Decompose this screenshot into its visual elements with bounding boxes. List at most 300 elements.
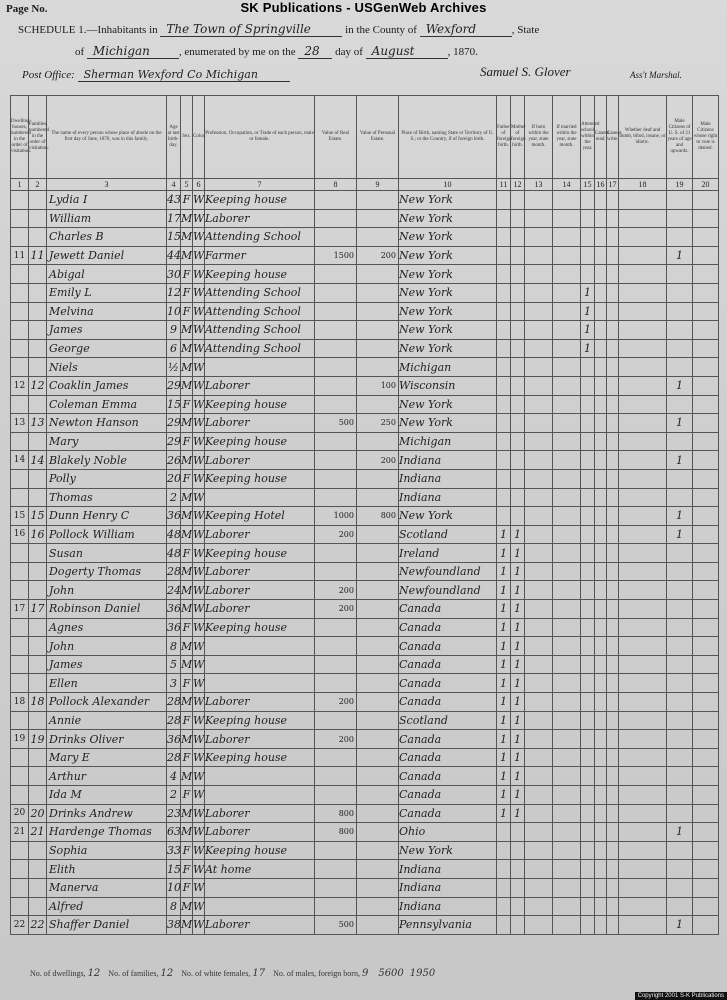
disability <box>619 730 667 749</box>
cannot-read <box>595 358 607 377</box>
cannot-write <box>607 860 619 879</box>
married-month <box>553 581 581 600</box>
mother-foreign <box>511 878 525 897</box>
dwelling-number: 11 <box>11 246 29 265</box>
disability <box>619 860 667 879</box>
born-month <box>525 767 553 786</box>
column-header: Value of Personal Estate. <box>357 96 399 179</box>
family-number <box>29 878 47 897</box>
real-estate-value <box>315 618 357 637</box>
color: W <box>193 618 205 637</box>
dwelling-number <box>11 209 29 228</box>
table-row <box>11 823 719 842</box>
cannot-write <box>607 711 619 730</box>
dwelling-number <box>11 358 29 377</box>
birthplace: New York <box>399 841 497 860</box>
married-month <box>553 339 581 358</box>
birthplace: New York <box>399 321 497 340</box>
born-month <box>525 823 553 842</box>
born-month <box>525 339 553 358</box>
occupation: Laborer <box>205 376 315 395</box>
married-month <box>553 600 581 619</box>
personal-estate-value: 100 <box>357 376 399 395</box>
disability <box>619 693 667 712</box>
father-foreign: 1 <box>497 618 511 637</box>
father-foreign <box>497 283 511 302</box>
real-estate-value <box>315 488 357 507</box>
married-month <box>553 804 581 823</box>
attended-school <box>581 507 595 526</box>
real-estate-value <box>315 321 357 340</box>
attended-school: 1 <box>581 283 595 302</box>
age: 8 <box>167 637 181 656</box>
family-number <box>29 897 47 916</box>
column-number: 19 <box>667 179 693 191</box>
personal-estate-value <box>357 730 399 749</box>
real-estate-value <box>315 860 357 879</box>
color: W <box>193 451 205 470</box>
occupation: Laborer <box>205 525 315 544</box>
cannot-write <box>607 730 619 749</box>
age: 36 <box>167 600 181 619</box>
male-citizen <box>667 358 693 377</box>
male-citizen <box>667 191 693 210</box>
father-foreign: 1 <box>497 674 511 693</box>
father-foreign <box>497 191 511 210</box>
attended-school <box>581 395 595 414</box>
married-month <box>553 376 581 395</box>
cannot-write <box>607 339 619 358</box>
birthplace: New York <box>399 395 497 414</box>
mother-foreign: 1 <box>511 786 525 805</box>
sex: M <box>181 804 193 823</box>
table-row <box>11 488 719 507</box>
father-foreign <box>497 451 511 470</box>
state-label: , State <box>511 24 540 36</box>
personal-estate-value <box>357 283 399 302</box>
father-foreign: 1 <box>497 748 511 767</box>
birthplace: New York <box>399 228 497 247</box>
vote-denied <box>693 302 719 321</box>
real-estate-value: 800 <box>315 804 357 823</box>
sex: M <box>181 897 193 916</box>
disability <box>619 321 667 340</box>
disability <box>619 395 667 414</box>
born-month <box>525 488 553 507</box>
column-number: 15 <box>581 179 595 191</box>
disability <box>619 897 667 916</box>
born-month <box>525 507 553 526</box>
real-estate-value <box>315 395 357 414</box>
real-estate-value <box>315 748 357 767</box>
married-month <box>553 786 581 805</box>
born-month <box>525 469 553 488</box>
color: W <box>193 339 205 358</box>
personal-estate-value <box>357 321 399 340</box>
real-estate-value <box>315 302 357 321</box>
mother-foreign <box>511 488 525 507</box>
disability <box>619 469 667 488</box>
attended-school <box>581 655 595 674</box>
color: W <box>193 674 205 693</box>
dwelling-number <box>11 897 29 916</box>
attended-school <box>581 786 595 805</box>
personal-estate-value <box>357 637 399 656</box>
cannot-write <box>607 823 619 842</box>
color: W <box>193 581 205 600</box>
birthplace: Canada <box>399 674 497 693</box>
born-month <box>525 693 553 712</box>
cannot-read <box>595 562 607 581</box>
cannot-read <box>595 674 607 693</box>
dwellings-value: 12 <box>87 968 101 979</box>
personal-estate-value <box>357 544 399 563</box>
male-citizen <box>667 488 693 507</box>
dwelling-number <box>11 544 29 563</box>
dwelling-number <box>11 191 29 210</box>
cannot-read <box>595 581 607 600</box>
cannot-read <box>595 488 607 507</box>
disability <box>619 488 667 507</box>
column-number: 14 <box>553 179 581 191</box>
birthplace: New York <box>399 246 497 265</box>
occupation <box>205 637 315 656</box>
vote-denied <box>693 600 719 619</box>
dwelling-number <box>11 860 29 879</box>
born-month <box>525 395 553 414</box>
male-citizen <box>667 897 693 916</box>
sex: F <box>181 469 193 488</box>
real-estate-value <box>315 711 357 730</box>
cannot-read <box>595 525 607 544</box>
born-month <box>525 265 553 284</box>
occupation: Attending School <box>205 321 315 340</box>
personal-estate-value: 200 <box>357 246 399 265</box>
cannot-write <box>607 414 619 433</box>
occupation: Attending School <box>205 228 315 247</box>
column-number: 7 <box>205 179 315 191</box>
disability <box>619 600 667 619</box>
father-foreign: 1 <box>497 804 511 823</box>
male-citizen <box>667 302 693 321</box>
married-month <box>553 209 581 228</box>
disability <box>619 209 667 228</box>
birthplace: Canada <box>399 730 497 749</box>
table-row <box>11 841 719 860</box>
sex: M <box>181 823 193 842</box>
age: 2 <box>167 488 181 507</box>
personal-estate-value <box>357 767 399 786</box>
male-citizen <box>667 786 693 805</box>
born-month <box>525 246 553 265</box>
father-foreign: 1 <box>497 730 511 749</box>
dwelling-number <box>11 841 29 860</box>
color: W <box>193 655 205 674</box>
column-number: 17 <box>608 180 617 189</box>
page-number-label: Page No. <box>6 3 48 15</box>
column-header: Age at last birth-day. <box>167 96 181 179</box>
cannot-write <box>607 804 619 823</box>
personal-estate-value <box>357 674 399 693</box>
mother-foreign: 1 <box>511 730 525 749</box>
mother-foreign: 1 <box>511 600 525 619</box>
age: 23 <box>167 804 181 823</box>
column-number: 18 <box>619 179 667 191</box>
disability <box>619 637 667 656</box>
male-citizen: 1 <box>667 525 693 544</box>
state-value: Michigan <box>87 44 179 59</box>
father-foreign <box>497 841 511 860</box>
personal-estate-value <box>357 395 399 414</box>
sex: M <box>181 451 193 470</box>
real-estate-value <box>315 376 357 395</box>
person-name: Emily L <box>47 283 167 302</box>
male-citizen <box>667 841 693 860</box>
born-month <box>525 562 553 581</box>
occupation: Keeping Hotel <box>205 507 315 526</box>
cannot-read <box>595 860 607 879</box>
cannot-read <box>595 693 607 712</box>
attended-school <box>581 878 595 897</box>
father-foreign <box>497 860 511 879</box>
birthplace: Canada <box>399 748 497 767</box>
table-row <box>11 581 719 600</box>
birthplace: Canada <box>399 804 497 823</box>
sex: F <box>181 841 193 860</box>
attended-school <box>581 265 595 284</box>
mother-foreign <box>511 358 525 377</box>
born-month <box>525 451 553 470</box>
real-estate-value <box>315 841 357 860</box>
vote-denied <box>693 525 719 544</box>
color: W <box>193 693 205 712</box>
table-row <box>11 358 719 377</box>
family-number <box>29 209 47 228</box>
father-foreign <box>497 246 511 265</box>
vote-denied <box>693 321 719 340</box>
attended-school <box>581 451 595 470</box>
married-month <box>553 451 581 470</box>
table-row <box>11 674 719 693</box>
male-citizen <box>667 767 693 786</box>
birthplace: Canada <box>399 655 497 674</box>
mother-foreign <box>511 191 525 210</box>
family-number <box>29 860 47 879</box>
family-number <box>29 711 47 730</box>
mother-foreign <box>511 321 525 340</box>
families-label: No. of families, <box>108 969 159 978</box>
mother-foreign: 1 <box>511 804 525 823</box>
age: 20 <box>167 469 181 488</box>
column-header: Cannot read. <box>595 96 607 179</box>
cannot-write <box>607 358 619 377</box>
sex: F <box>181 544 193 563</box>
family-number <box>29 339 47 358</box>
family-number: 16 <box>29 525 47 544</box>
born-month <box>525 191 553 210</box>
column-header: Father of foreign birth. <box>497 96 511 179</box>
mother-foreign <box>511 823 525 842</box>
occupation: Laborer <box>205 600 315 619</box>
birthplace: New York <box>399 339 497 358</box>
dwelling-number <box>11 878 29 897</box>
column-header: If born within the year, state month. <box>525 96 553 179</box>
family-number <box>29 395 47 414</box>
color: W <box>193 767 205 786</box>
vote-denied <box>693 730 719 749</box>
occupation: Laborer <box>205 209 315 228</box>
married-month <box>553 711 581 730</box>
sex: M <box>181 246 193 265</box>
color: W <box>193 228 205 247</box>
birthplace: Ireland <box>399 544 497 563</box>
male-citizen: 1 <box>667 414 693 433</box>
real-estate-value <box>315 544 357 563</box>
table-row <box>11 209 719 228</box>
cannot-read <box>595 600 607 619</box>
family-number <box>29 767 47 786</box>
occupation: Laborer <box>205 916 315 935</box>
cannot-write <box>607 302 619 321</box>
family-number: 12 <box>29 376 47 395</box>
cannot-read <box>595 544 607 563</box>
birthplace: Newfoundland <box>399 581 497 600</box>
married-month <box>553 748 581 767</box>
birthplace: Newfoundland <box>399 562 497 581</box>
vote-denied <box>693 562 719 581</box>
cannot-read <box>595 339 607 358</box>
real-estate-value <box>315 283 357 302</box>
person-name: Coleman Emma <box>47 395 167 414</box>
column-header: Male Citizens of U. S. of 21 years of age and upwards. <box>667 96 693 179</box>
mother-foreign <box>511 283 525 302</box>
copyright-notice: Copyright 2001 S-K Publications <box>635 992 727 1000</box>
personal-estate-value <box>357 878 399 897</box>
born-month <box>525 748 553 767</box>
male-citizen: 1 <box>667 507 693 526</box>
vote-denied <box>693 748 719 767</box>
family-number: 15 <box>29 507 47 526</box>
age: 5 <box>167 655 181 674</box>
male-citizen <box>667 544 693 563</box>
cannot-write <box>607 916 619 935</box>
vote-denied <box>693 376 719 395</box>
birthplace: New York <box>399 265 497 284</box>
dwelling-number <box>11 339 29 358</box>
person-name: Hardenge Thomas <box>47 823 167 842</box>
cannot-write <box>607 432 619 451</box>
occupation: Laborer <box>205 693 315 712</box>
cannot-read <box>595 376 607 395</box>
column-number: 11 <box>497 179 511 191</box>
sex: F <box>181 860 193 879</box>
age: 3 <box>167 674 181 693</box>
occupation: Keeping house <box>205 265 315 284</box>
born-month <box>525 916 553 935</box>
disability <box>619 674 667 693</box>
cannot-read <box>595 283 607 302</box>
sex: M <box>181 600 193 619</box>
cannot-write <box>607 544 619 563</box>
cannot-read <box>595 841 607 860</box>
married-month <box>553 414 581 433</box>
cannot-read <box>595 748 607 767</box>
cannot-write <box>607 897 619 916</box>
sex: M <box>181 414 193 433</box>
disability <box>619 767 667 786</box>
dwelling-number: 18 <box>11 693 29 712</box>
attended-school <box>581 488 595 507</box>
born-month <box>525 544 553 563</box>
real-estate-value <box>315 767 357 786</box>
person-name: Lydia I <box>47 191 167 210</box>
married-month <box>553 488 581 507</box>
real-estate-value <box>315 191 357 210</box>
column-header: Mother of foreign birth. <box>511 96 525 179</box>
age: 15 <box>167 860 181 879</box>
married-month <box>553 265 581 284</box>
mother-foreign: 1 <box>511 544 525 563</box>
table-row <box>11 525 719 544</box>
birthplace: Ohio <box>399 823 497 842</box>
column-number: 6 <box>193 179 205 191</box>
male-citizen <box>667 804 693 823</box>
occupation: Keeping house <box>205 711 315 730</box>
family-number <box>29 786 47 805</box>
person-name: Manerva <box>47 878 167 897</box>
disability <box>619 283 667 302</box>
vote-denied <box>693 469 719 488</box>
married-month <box>553 618 581 637</box>
married-month <box>553 469 581 488</box>
sex: M <box>181 655 193 674</box>
personal-estate-value <box>357 191 399 210</box>
color: W <box>193 637 205 656</box>
born-month <box>525 674 553 693</box>
vote-denied <box>693 358 719 377</box>
married-month <box>553 228 581 247</box>
disability <box>619 525 667 544</box>
column-header: If married within the year, state month. <box>553 96 581 179</box>
age: 48 <box>167 525 181 544</box>
birthplace: Michigan <box>399 358 497 377</box>
age: 12 <box>167 283 181 302</box>
age: 29 <box>167 414 181 433</box>
cannot-write <box>607 693 619 712</box>
occupation: Keeping house <box>205 748 315 767</box>
male-citizen <box>667 693 693 712</box>
marshal-signature: Samuel S. Glover <box>480 64 571 79</box>
age: 15 <box>167 395 181 414</box>
attended-school <box>581 544 595 563</box>
personal-estate-value <box>357 488 399 507</box>
age: 8 <box>167 897 181 916</box>
disability <box>619 265 667 284</box>
mother-foreign <box>511 469 525 488</box>
sex: F <box>181 191 193 210</box>
father-foreign: 1 <box>497 786 511 805</box>
vote-denied <box>693 209 719 228</box>
age: 44 <box>167 246 181 265</box>
sex: M <box>181 525 193 544</box>
day-value: 28 <box>298 44 332 59</box>
mother-foreign: 1 <box>511 674 525 693</box>
birthplace: New York <box>399 191 497 210</box>
born-month <box>525 432 553 451</box>
table-row <box>11 414 719 433</box>
attended-school <box>581 897 595 916</box>
born-month <box>525 711 553 730</box>
